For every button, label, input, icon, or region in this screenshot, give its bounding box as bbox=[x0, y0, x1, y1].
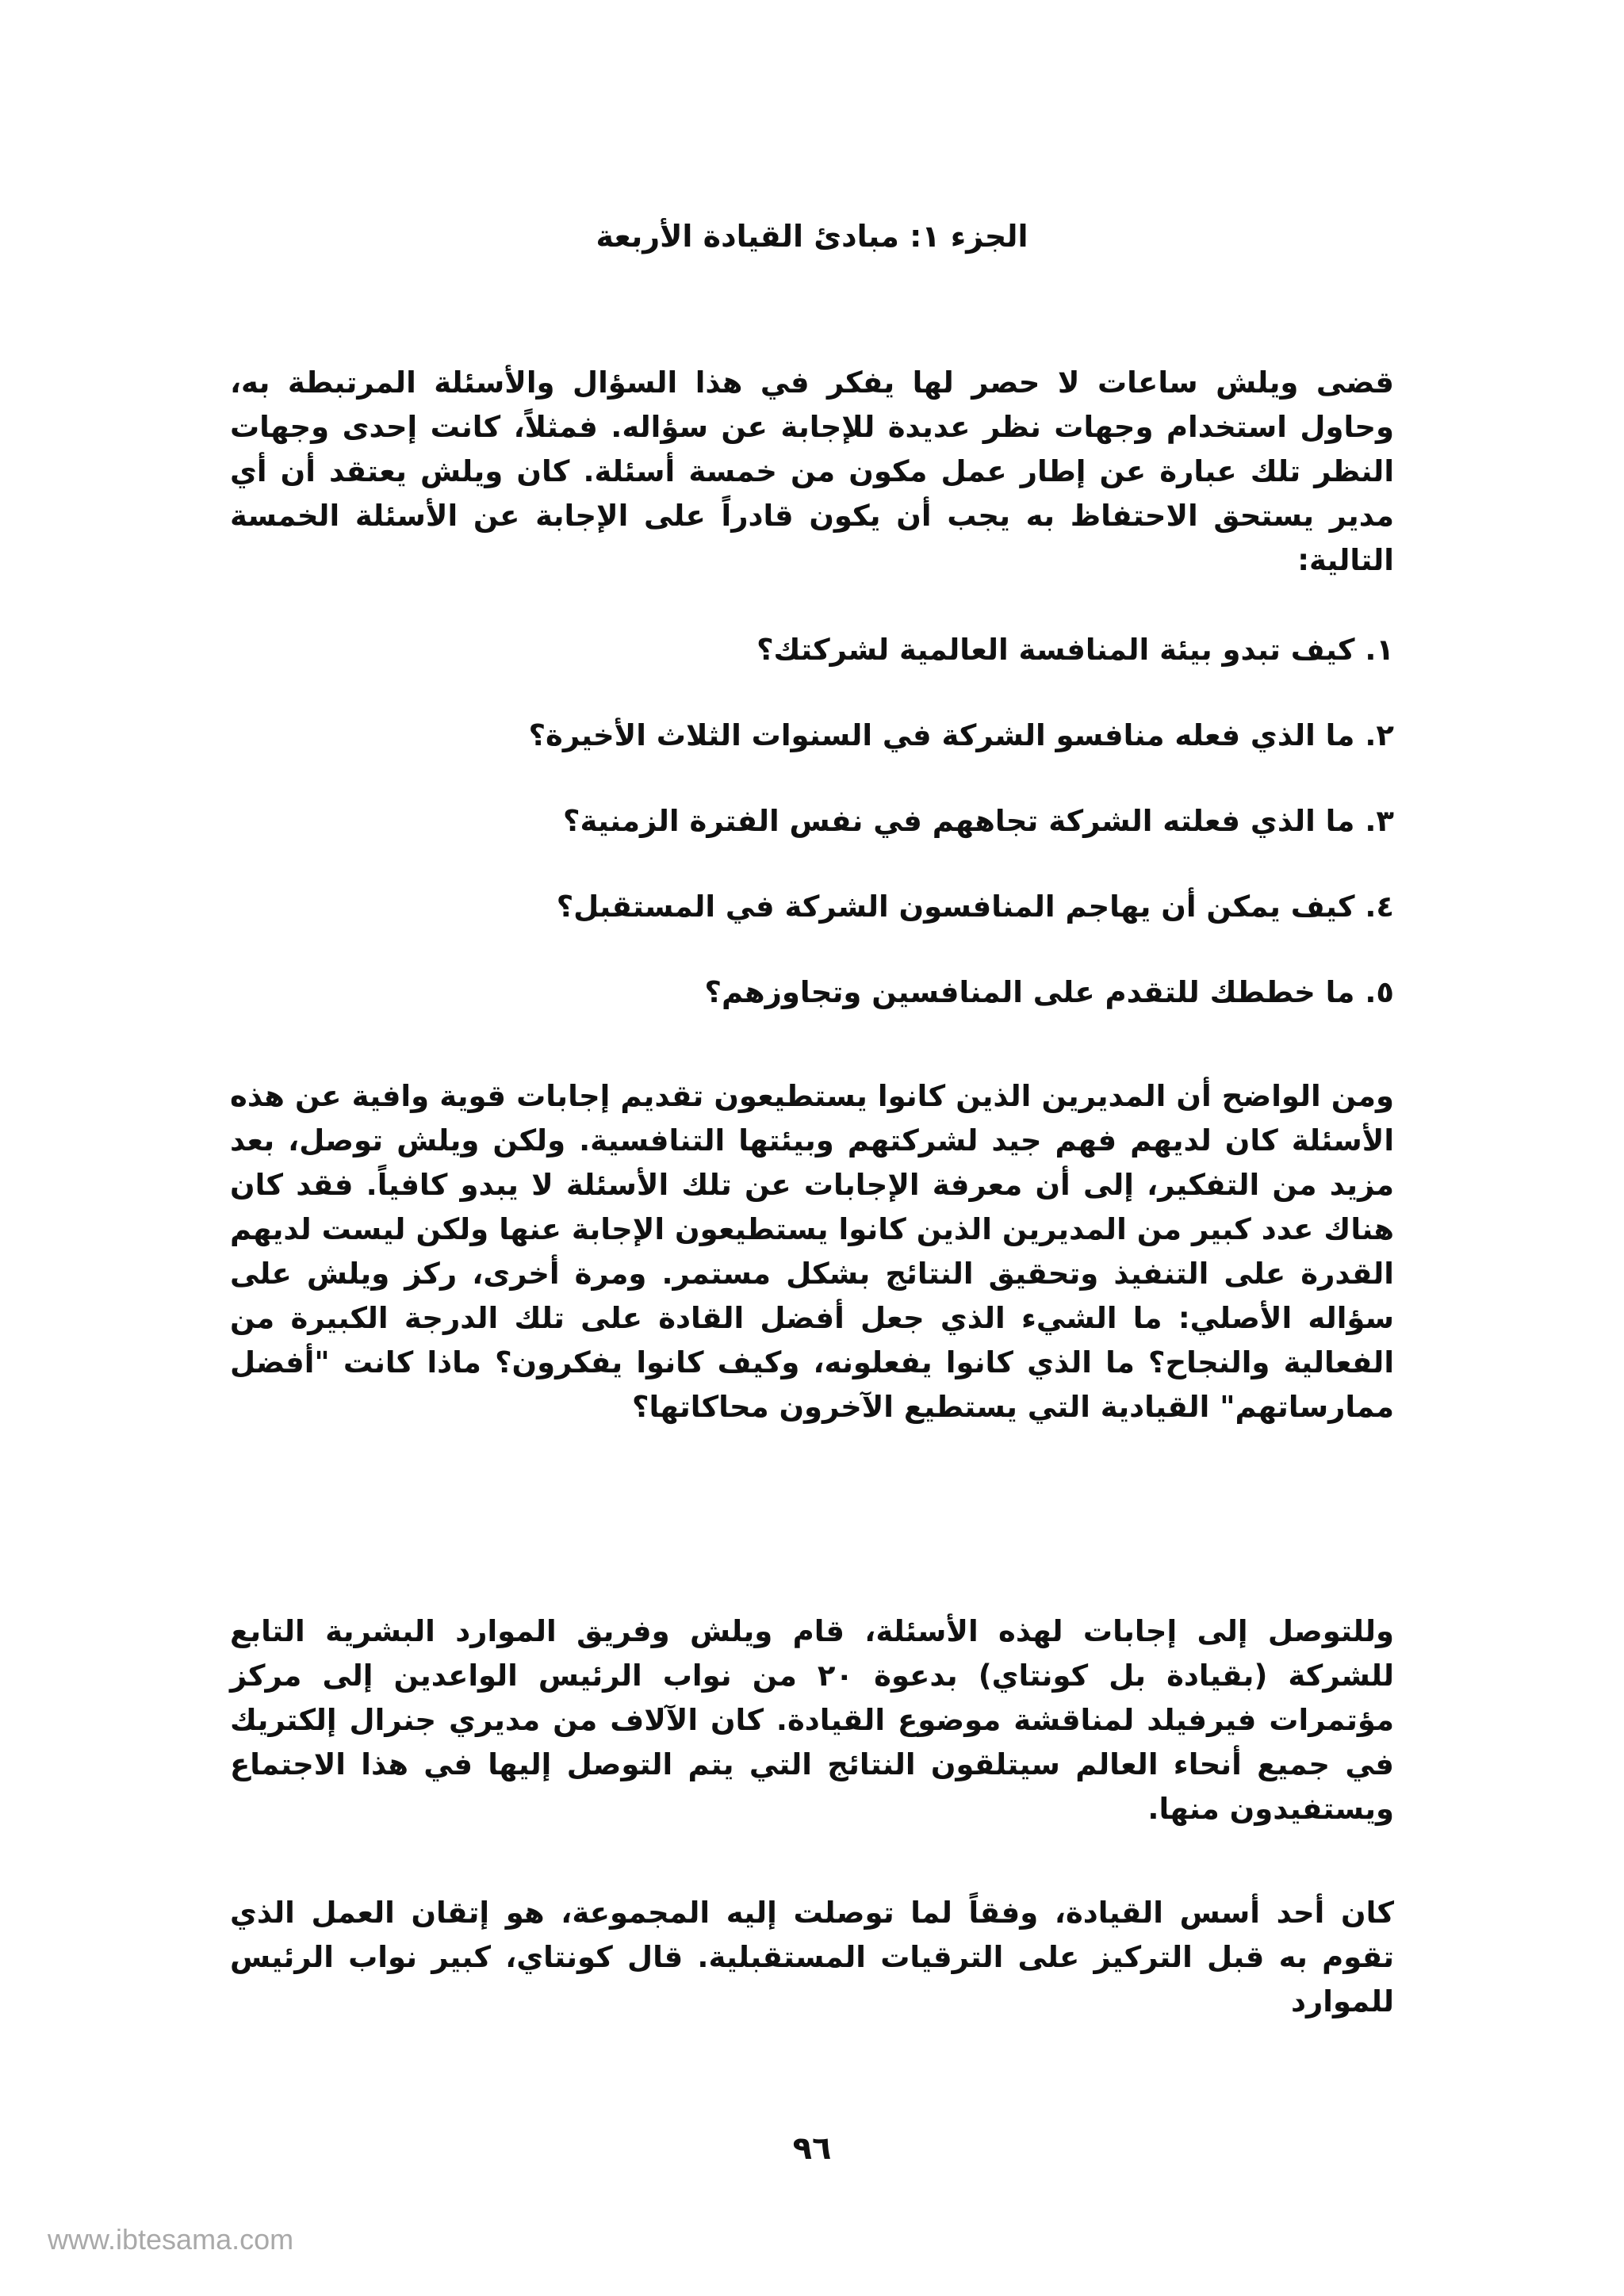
page-number: ٩٦ bbox=[792, 2130, 832, 2167]
list-item: ٤. كيف يمكن أن يهاجم المنافسون الشركة في المستقبل؟ bbox=[556, 890, 1394, 924]
paragraph-analysis: ومن الواضح أن المديرين الذين كانوا يستطيعون تقديم إجابات قوية وافية عن هذه الأسئلة كان لديهم فهم جيد لشركتهم وبيئتها التنافسية. ولكن ويلش توصل، بعد مزيد من التفكير، إلى أن معرفة الإجابات عن تلك الأسئلة لا يبدو كافياً. فقد كان هناك عدد كبير من المديرين الذين كانوا يستطيعون الإجابة عنها ولكن ليست لديهم القدرة على التنفيذ وتحقيق النتائج بشكل مستمر. ومرة أخرى، ركز ويلش على سؤاله الأصلي: ما الشيء الذي جعل أفضل القادة على تلك الدرجة الكبيرة من الفعالية والنجاح؟ ما الذي كانوا يفعلونه، وكيف كانوا يفكرون؟ ماذا كانت "أفضل ممارساتهم" القيادية التي يستطيع الآخرون محاكاتها؟ bbox=[230, 1079, 1394, 1424]
site-watermark: www.ibtesama.com bbox=[48, 2223, 294, 2256]
list-item: ٢. ما الذي فعله منافسو الشركة في السنوات الثلاث الأخيرة؟ bbox=[528, 718, 1394, 752]
paragraph-foundations: كان أحد أسس القيادة، وفقاً لما توصلت إليه المجموعة، هو إتقان العمل الذي تقوم به قبل التركيز على الترقيات المستقبلية. قال كونتاي، كبير نواب الرئيس للموارد bbox=[230, 1896, 1394, 2019]
paragraph-meeting: وللتوصل إلى إجابات لهذه الأسئلة، قام ويلش وفريق الموارد البشرية التابع للشركة (بقيادة بل كونتاي) بدعوة ٢٠ من نواب الرئيس الواعدين إلى مركز مؤتمرات فيرفيلد لمناقشة موضوع القيادة. كان الآلاف من مديري جنرال إلكتريك في جميع أنحاء العالم سيتلقون النتائج التي يتم التوصل إليها في هذا الاجتماع ويستفيدون منها. bbox=[230, 1614, 1394, 1826]
list-item: ٥. ما خططك للتقدم على المنافسين وتجاوزهم؟ bbox=[704, 975, 1394, 1009]
list-item: ٣. ما الذي فعلته الشركة تجاههم في نفس الفترة الزمنية؟ bbox=[562, 804, 1394, 838]
paragraph-intro: قضى ويلش ساعات لا حصر لها يفكر في هذا السؤال والأسئلة المرتبطة به، وحاول استخدام وجهات نظر عديدة للإجابة عن سؤاله. فمثلاً، كانت إحدى وجهات النظر تلك عبارة عن إطار عمل مكون من خمسة أسئلة. كان ويلش يعتقد أن أي مدير يستحق الاحتفاظ به يجب أن يكون قادراً على الإجابة عن الأسئلة الخمسة التالية: bbox=[230, 365, 1394, 577]
running-header: الجزء ١: مبادئ القيادة الأربعة bbox=[596, 219, 1028, 254]
questions-list bbox=[230, 626, 1394, 1054]
list-item: ١. كيف تبدو بيئة المنافسة العالمية لشركتك؟ bbox=[756, 633, 1394, 667]
